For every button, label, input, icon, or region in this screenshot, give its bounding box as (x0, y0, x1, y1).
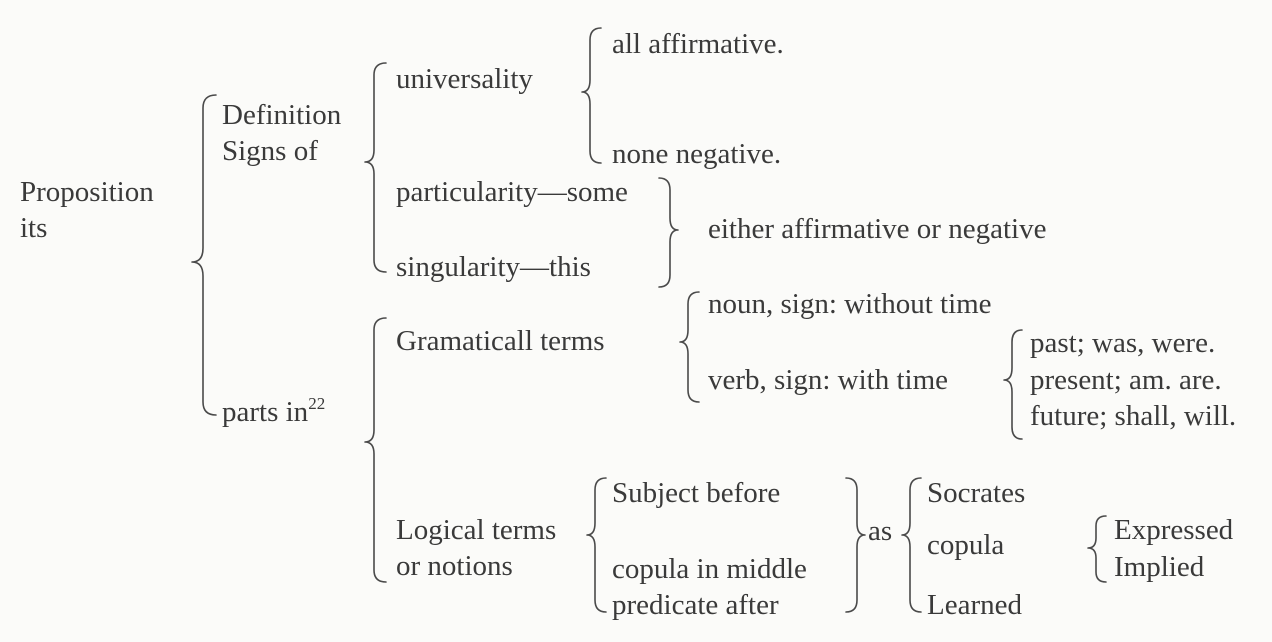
verb-label: verb, sign: with time (708, 364, 949, 396)
root-label (20, 174, 154, 246)
as-label: as (868, 515, 893, 547)
logical-label (396, 512, 556, 584)
root-brace (192, 95, 216, 415)
copula-implied: Implied (1114, 551, 1205, 583)
universality-negative: none negative. (612, 138, 782, 170)
parts-text: parts in (222, 396, 309, 428)
particularity-label: particularity—some (396, 176, 628, 208)
logical-line-1: Logical terms (396, 514, 557, 546)
predicate-label: predicate after (612, 589, 779, 621)
copula-middle-label: copula in middle (612, 553, 807, 585)
singularity-label: singularity—this (396, 251, 591, 283)
definition-label (222, 97, 341, 169)
tense-future: future; shall, will. (1030, 400, 1237, 432)
examples-brace (902, 478, 921, 612)
definition-line-2: Signs of (222, 135, 318, 167)
footnote-marker: 22 (308, 394, 326, 413)
tense-past: past; was, were. (1030, 327, 1216, 359)
definition-brace (365, 63, 386, 272)
copula-kinds-brace (1088, 516, 1106, 582)
grammatical-brace (680, 292, 699, 402)
copula-expressed: Expressed (1114, 514, 1234, 546)
universality-label: universality (396, 63, 533, 95)
universality-affirmative: all affirmative. (612, 28, 784, 60)
either-label: either affirmative or negative (708, 213, 1047, 245)
noun-label: noun, sign: without time (708, 288, 992, 320)
root-line-1: Proposition (20, 176, 154, 208)
example-copula: copula (927, 529, 1005, 561)
definition-line-1: Definition (222, 99, 342, 131)
parts-brace (365, 318, 386, 582)
logical-line-2: or notions (396, 550, 513, 582)
root-line-2: its (20, 212, 48, 244)
logical-brace (587, 478, 606, 612)
tense-brace (1004, 330, 1022, 439)
grammatical-label: Gramaticall terms (396, 325, 605, 357)
tense-present: present; am. are. (1030, 364, 1222, 396)
example-learned: Learned (927, 589, 1022, 621)
subject-label: Subject before (612, 477, 781, 509)
example-socrates: Socrates (927, 477, 1026, 509)
universality-brace (582, 28, 601, 163)
logical-close-brace (846, 478, 865, 612)
particularity-singularity-brace (659, 178, 678, 287)
parts-label (222, 394, 325, 434)
